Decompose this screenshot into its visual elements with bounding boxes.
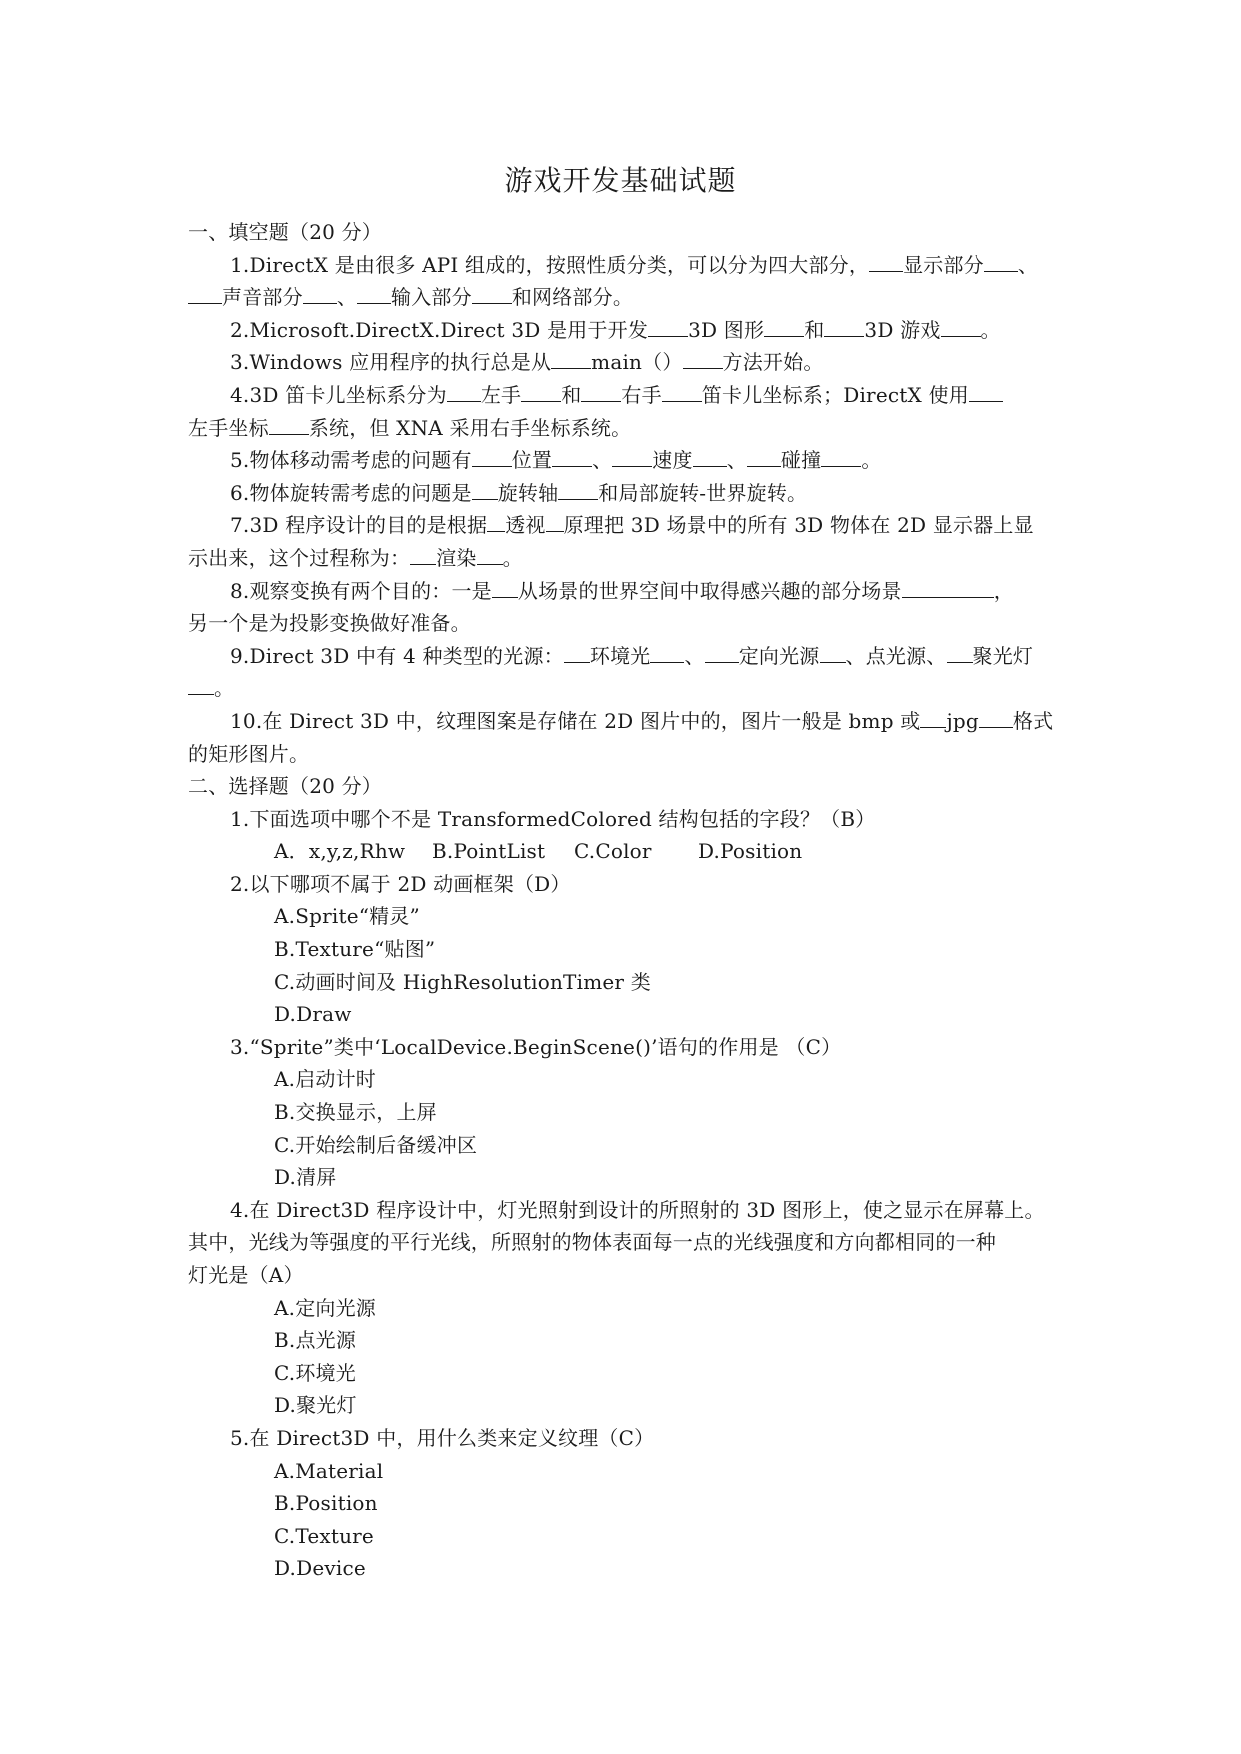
option-b: B.点光源: [274, 1328, 357, 1353]
fill-question-1-cont: 声音部分 、 输入部分 和网络部分。: [188, 281, 1068, 314]
option-c: C.动画时间及 HighResolutionTimer 类: [274, 969, 651, 994]
fill-question-7-cont: 示出来，这个过程称为： 渲染 。: [188, 542, 1068, 575]
option-a: A.启动计时: [274, 1067, 377, 1092]
option-d: D.Draw: [274, 1002, 352, 1027]
fill-question-5: 5.物体移动需考虑的问题有 位置 、 速度 、 碰撞 。: [188, 444, 1068, 477]
option-c: C.Texture: [274, 1523, 374, 1548]
fill-question-2: 2.Microsoft.DirectX.Direct 3D 是用于开发 3D 图形 和 3D 游戏 。: [188, 314, 1068, 347]
section-heading-fill-blank: 一、填空题（20 分）: [188, 220, 383, 244]
fill-question-8-cont: 另一个是为投影变换做好准备。: [188, 611, 471, 636]
option-a: A．x,y,z,Rhw: [274, 839, 406, 864]
choice-question-3: 3.“Sprite”类中‘LocalDevice.BeginScene()’语句的作用是 （C）: [230, 1034, 842, 1059]
option-d: D.Position: [698, 839, 803, 864]
fill-question-8: 8.观察变换有两个目的：一是 从场景的世界空间中取得感兴趣的部分场景 ，: [188, 575, 1068, 608]
fill-question-4: 4.3D 笛卡儿坐标系分为 左手 和 右手 笛卡儿坐标系；DirectX 使用: [188, 379, 1068, 412]
option-d: D.Device: [274, 1556, 366, 1581]
choice-question-2: 2.以下哪项不属于 2D 动画框架（D）: [230, 871, 571, 896]
option-c: C.环境光: [274, 1360, 356, 1385]
option-b: B.交换显示，上屏: [274, 1100, 437, 1125]
fill-question-10: 10.在 Direct 3D 中，纹理图案是存储在 2D 图片中的，图片一般是 bmp 或 jpg 格式: [188, 705, 1068, 738]
choice-question-4-cont: 灯光是（A）: [188, 1263, 304, 1287]
fill-question-7: 7.3D 程序设计的目的是根据 透视 原理把 3D 场景中的所有 3D 物体在 2D 显示器上显: [188, 509, 1068, 542]
option-a: A.定向光源: [274, 1295, 377, 1320]
option-b: B.PointList: [432, 839, 546, 864]
choice-question-4-cont: 其中，光线为等强度的平行光线，所照射的物体表面每一点的光线强度和方向都相同的一种: [188, 1230, 996, 1255]
section-heading-choice: 二、选择题（20 分）: [188, 774, 383, 799]
fill-question-9-cont: 。: [188, 672, 1068, 705]
fill-question-4-cont: 左手坐标 系统，但 XNA 采用右手坐标系统。: [188, 412, 1068, 445]
option-b: B.Texture“贴图”: [274, 937, 436, 962]
fill-question-10-cont: 的矩形图片。: [188, 741, 310, 766]
choice-question-1: 1.下面选项中哪个不是 TransformedColored 结构包括的字段？（B）: [230, 806, 876, 831]
option-b: B.Position: [274, 1491, 378, 1516]
choice-question-4: 4.在 Direct3D 程序设计中，灯光照射到设计的所照射的 3D 图形上，使之显示在屏幕上。: [230, 1197, 1045, 1222]
choice-question-5: 5.在 Direct3D 中，用什么类来定义纹理（C）: [230, 1425, 655, 1450]
page-title: 游戏开发基础试题: [504, 164, 737, 197]
fill-question-9: 9.Direct 3D 中有 4 种类型的光源： 环境光 、 定向光源 、点光源、 聚光灯: [188, 640, 1068, 673]
option-c: C.Color: [574, 839, 652, 864]
option-a: A.Sprite“精灵”: [274, 904, 420, 929]
fill-question-6: 6.物体旋转需考虑的问题是 旋转轴 和局部旋转-世界旋转。: [188, 477, 1068, 510]
fill-question-3: 3.Windows 应用程序的执行总是从 main（） 方法开始。: [188, 346, 1068, 379]
option-a: A.Material: [274, 1458, 384, 1483]
option-d: D.清屏: [274, 1165, 337, 1190]
fill-question-1: 1.DirectX 是由很多 API 组成的，按照性质分类，可以分为四大部分， 显示部分 、: [188, 249, 1068, 282]
exam-content: [188, 216, 1068, 1585]
option-c: C.开始绘制后备缓冲区: [274, 1132, 478, 1157]
choice-question-1-options: [188, 835, 1068, 868]
option-d: D.聚光灯: [274, 1393, 357, 1418]
